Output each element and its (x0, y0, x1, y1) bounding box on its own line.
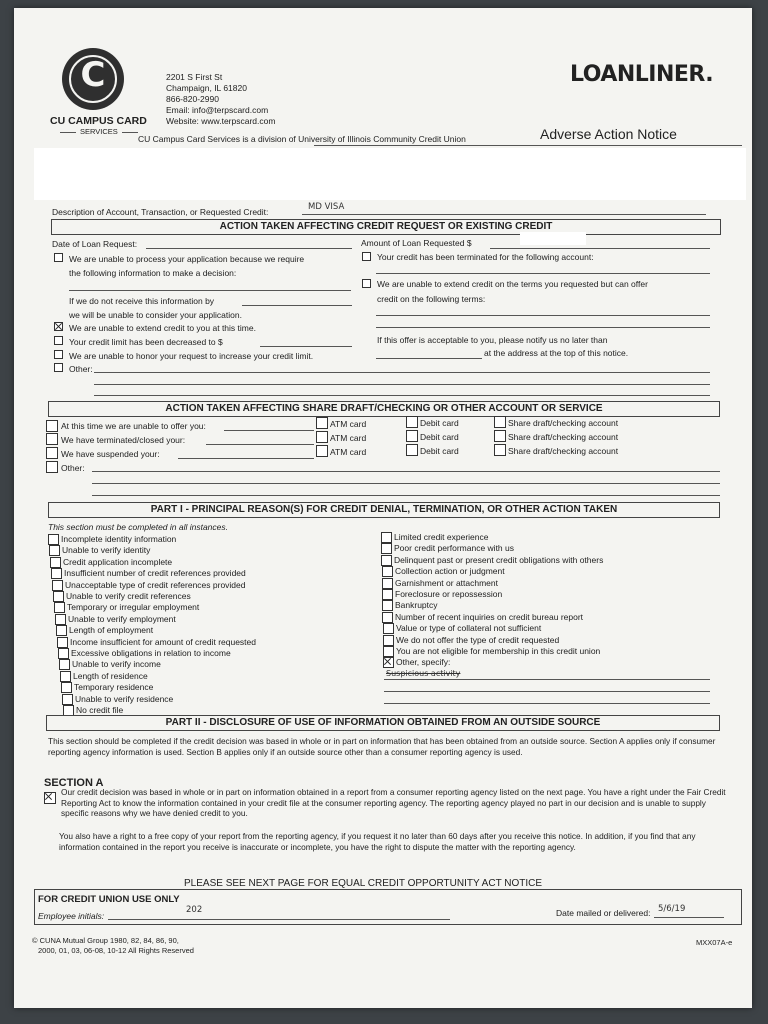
unable-offer-text: At this time we are unable to offer you: (61, 421, 206, 431)
unable-extend-checkbox[interactable] (54, 322, 63, 331)
part-one-left-reason-label-8: Unable to verify employment (68, 613, 176, 624)
part-one-left-reason-checkbox-5[interactable] (52, 580, 63, 591)
part-one-left-reason-checkbox-14[interactable] (61, 682, 72, 693)
section-a-text: Our credit decision was based in whole or in part on information obtained in a report from a consumer reporting agency listed on the next page. You have a right under the Fair Credit Reporting Act to know the information contained in your credit file at the consumer reporting agency. The reporting agency played no part in our decision and is unable to supply specific reasons why we have denied credit to you. (61, 787, 726, 818)
part-one-left-reason-label-12: Unable to verify income (72, 659, 161, 670)
part-one-right-reason-label-5: Garnishment or attachment (395, 577, 498, 588)
free-copy-text: You also have a right to a free copy of your report from the reporting agency, if you request it no later than 60 days after you receive this notice. In addition, if you find that any information contained in the report you receive is inaccurate or incomplete, you have the right to dispute the matter with the reporting agency. (59, 831, 696, 852)
part-two-title: PART II - DISCLOSURE OF USE OF INFORMATION OBTAINED FROM AN OUTSIDE SOURCE (46, 715, 720, 731)
address-line-1: 2201 S First St (166, 72, 223, 82)
part-one-left-reason-label-16: No credit file (76, 705, 124, 715)
part-one-left-reason-label-6: Unable to verify credit references (66, 591, 191, 601)
copyright-line-2: 2000, 01, 03, 06-08, 10-12 All Rights Reserved (38, 946, 194, 955)
part-one-left-reason-label-1: Incomplete identity information (61, 534, 177, 544)
limit-increase-text: We are unable to honor your request to increase your credit limit. (69, 351, 314, 361)
share-other-checkbox[interactable] (46, 461, 58, 473)
limit-decreased-text: Your credit limit has been decreased to $ (69, 337, 223, 347)
part-one-left-reason-label-5: Unacceptable type of credit references provided (65, 579, 246, 590)
limit-decreased-checkbox[interactable] (54, 336, 63, 345)
credit-union-use-label: FOR CREDIT UNION USE ONLY (38, 894, 180, 905)
employee-initials-label: Employee initials: (38, 911, 105, 921)
suspended-text: We have suspended your: (61, 449, 160, 459)
part-one-left-reason-checkbox-11[interactable] (58, 648, 69, 659)
part-one-right-reason-checkbox-11[interactable] (383, 646, 394, 657)
part-one-right-reason-checkbox-2[interactable] (381, 543, 392, 554)
atm-card-label-1: ATM card (330, 419, 367, 429)
share-draft-checkbox-2[interactable] (494, 430, 506, 442)
part-one-left-reason-checkbox-8[interactable] (55, 614, 66, 625)
redacted-member-info (34, 148, 746, 200)
suspended-checkbox[interactable] (46, 447, 58, 459)
unable-extend-text: We are unable to extend credit to you at this time. (69, 323, 256, 333)
part-one-left-reason-label-10: Income insufficient for amount of credit requested (70, 636, 256, 647)
employee-initials-value: 202 (186, 905, 203, 915)
description-label: Description of Account, Transaction, or Requested Credit: (52, 207, 269, 217)
part-one-right-reason-checkbox-3[interactable] (381, 555, 392, 566)
part-one-left-reason-checkbox-4[interactable] (51, 568, 62, 579)
atm-card-checkbox-2[interactable] (316, 431, 328, 443)
other-reason-value: Suspicious activity (386, 669, 461, 678)
share-draft-checkbox-3[interactable] (494, 444, 506, 456)
unable-consider-text: we will be unable to consider your application. (69, 310, 242, 320)
require-info-checkbox[interactable] (54, 253, 63, 262)
part-one-note: This section must be completed in all instances. (48, 522, 229, 532)
counteroffer-terms-text: credit on the following terms: (377, 294, 486, 304)
terminated-closed-text: We have terminated/closed your: (61, 435, 186, 445)
part-one-left-reason-label-15: Unable to verify residence (75, 693, 174, 704)
credit-other-checkbox[interactable] (54, 363, 63, 372)
part-one-right-reason-checkbox-1[interactable] (381, 532, 392, 543)
part-one-left-reason-checkbox-12[interactable] (59, 659, 70, 670)
cu-campus-card-logo-icon: C (62, 48, 124, 110)
part-one-left-reason-label-4: Insufficient number of credit references provided (64, 568, 246, 579)
document-title: Adverse Action Notice (540, 126, 677, 142)
deadline-text: If we do not receive this information by (69, 296, 215, 306)
atm-card-checkbox-1[interactable] (316, 417, 328, 429)
part-one-right-reason-label-12: Other, specify: (396, 657, 451, 668)
offer-acceptance-text: If this offer is acceptable to you, please notify us no later than (377, 335, 608, 345)
email-address: Email: info@terpscard.com (166, 105, 269, 115)
part-one-right-reason-label-4: Collection action or judgment (395, 566, 505, 577)
part-one-right-reason-label-7: Bankruptcy (395, 600, 438, 611)
address-line-2: Champaign, IL 61820 (166, 83, 247, 93)
part-one-right-reason-label-6: Foreclosure or repossession (395, 589, 503, 599)
part-one-right-reason-checkbox-6[interactable] (382, 589, 393, 600)
loan-amount-label: Amount of Loan Requested $ (361, 238, 472, 248)
loanliner-logo: LOANLINER. (570, 62, 714, 87)
part-one-left-reason-checkbox-6[interactable] (53, 591, 64, 602)
credit-other-label: Other: (69, 364, 93, 374)
logo-name: CU CAMPUS CARD (50, 115, 147, 127)
part-one-right-reason-label-2: Poor credit performance with us (394, 543, 514, 554)
part-one-left-reason-label-11: Excessive obligations in relation to income (71, 648, 231, 658)
see-next-page-notice: PLEASE SEE NEXT PAGE FOR EQUAL CREDIT OPPORTUNITY ACT NOTICE (184, 878, 543, 889)
copyright-line-1: © CUNA Mutual Group 1980, 82, 84, 86, 90, (32, 936, 179, 945)
debit-card-checkbox-3[interactable] (406, 444, 418, 456)
part-one-left-reason-label-9: Length of employment (69, 625, 154, 636)
terminated-closed-checkbox[interactable] (46, 433, 58, 445)
part-one-right-reason-label-1: Limited credit experience (394, 532, 489, 542)
share-draft-label-3: Share draft/checking account (508, 446, 619, 456)
part-one-right-reason-checkbox-12[interactable] (383, 657, 394, 668)
part-one-title: PART I - PRINCIPAL REASON(S) FOR CREDIT DENIAL, TERMINATION, OR OTHER ACTION TAKEN (48, 502, 720, 518)
part-one-right-reason-checkbox-8[interactable] (382, 612, 393, 623)
part-one-right-reason-checkbox-7[interactable] (382, 600, 393, 611)
require-info-text-2: the following information to make a decision: (69, 268, 237, 278)
part-one-left-reason-label-13: Length of residence (73, 670, 148, 681)
share-draft-label-1: Share draft/checking account (508, 418, 619, 428)
redacted-loan-amount (520, 232, 586, 245)
counteroffer-checkbox[interactable] (362, 279, 371, 288)
part-one-left-reason-label-7: Temporary or irregular employment (67, 602, 200, 613)
credit-section-title: ACTION TAKEN AFFECTING CREDIT REQUEST OR EXISTING CREDIT (51, 219, 721, 235)
logo-subtitle: SERVICES (80, 127, 118, 136)
atm-card-label-3: ATM card (330, 447, 367, 457)
date-mailed-value: 5/6/19 (658, 904, 686, 914)
part-one-left-reason-checkbox-15[interactable] (62, 694, 73, 705)
section-a-checkbox[interactable] (44, 792, 56, 804)
debit-card-label-3: Debit card (420, 446, 459, 456)
part-one-right-reason-checkbox-10[interactable] (383, 635, 394, 646)
debit-card-label-2: Debit card (420, 432, 459, 442)
counteroffer-text: We are unable to extend credit on the terms you requested but can offer (377, 279, 648, 289)
part-one-left-reason-checkbox-3[interactable] (50, 557, 61, 568)
part-one-right-reason-label-11: You are not eligible for membership in this credit union (396, 646, 601, 656)
debit-card-checkbox-1[interactable] (406, 416, 418, 428)
part-one-left-reason-checkbox-2[interactable] (49, 545, 60, 556)
offer-address-text: at the address at the top of this notice. (484, 348, 629, 358)
part-one-right-reason-label-3: Delinquent past or present credit obligations with others (394, 554, 604, 565)
website-address: Website: www.terpscard.com (166, 116, 276, 126)
debit-card-label-1: Debit card (420, 418, 459, 428)
part-one-left-reason-label-2: Unable to verify identity (62, 545, 151, 556)
form-code: MXX07A-e (696, 938, 733, 947)
atm-card-label-2: ATM card (330, 433, 367, 443)
share-draft-label-2: Share draft/checking account (508, 432, 619, 442)
loan-date-label: Date of Loan Request: (52, 239, 138, 249)
date-mailed-label: Date mailed or delivered: (556, 908, 651, 918)
division-statement: CU Campus Card Services is a division of University of Illinois Community Credit Union (138, 134, 466, 144)
part-one-right-reason-label-10: We do not offer the type of credit requested (396, 634, 560, 645)
part-one-left-reason-checkbox-13[interactable] (60, 671, 71, 682)
credit-terminated-text: Your credit has been terminated for the following account: (377, 252, 594, 262)
part-one-right-reason-label-9: Value or type of collateral not sufficient (396, 623, 542, 634)
part-one-right-reason-checkbox-5[interactable] (382, 578, 393, 589)
debit-card-checkbox-2[interactable] (406, 430, 418, 442)
part-one-left-reason-label-14: Temporary residence (74, 682, 154, 693)
section-a-heading: SECTION A (44, 777, 104, 789)
description-value: MD VISA (308, 202, 345, 212)
atm-card-checkbox-3[interactable] (316, 445, 328, 457)
part-one-left-reason-checkbox-1[interactable] (48, 534, 59, 545)
part-one-right-reason-checkbox-4[interactable] (382, 566, 393, 577)
part-one-left-reason-label-3: Credit application incomplete (63, 556, 173, 567)
credit-terminated-checkbox[interactable] (362, 252, 371, 261)
share-draft-checkbox-1[interactable] (494, 416, 506, 428)
unable-offer-checkbox[interactable] (46, 420, 58, 432)
part-one-left-reason-checkbox-7[interactable] (54, 602, 65, 613)
require-info-text: We are unable to process your application because we require (69, 254, 305, 264)
phone-number: 866-820-2990 (166, 94, 219, 104)
part-one-left-reason-checkbox-9[interactable] (56, 625, 67, 636)
share-other-label: Other: (61, 463, 85, 473)
part-two-intro: This section should be completed if the credit decision was based in whole or in part on information that has been obtained from an outside source. Section A applies only if consumer reporting agency information is used. Section B applies only if an outside source other than a consumer reporting agency is used. (48, 736, 716, 757)
adverse-action-notice-page (14, 8, 752, 1008)
part-one-left-reason-checkbox-10[interactable] (57, 637, 68, 648)
limit-increase-checkbox[interactable] (54, 350, 63, 359)
share-section-title: ACTION TAKEN AFFECTING SHARE DRAFT/CHECKING OR OTHER ACCOUNT OR SERVICE (48, 401, 720, 417)
part-one-right-reason-checkbox-9[interactable] (383, 623, 394, 634)
part-one-right-reason-label-8: Number of recent inquiries on credit bureau report (395, 611, 584, 622)
